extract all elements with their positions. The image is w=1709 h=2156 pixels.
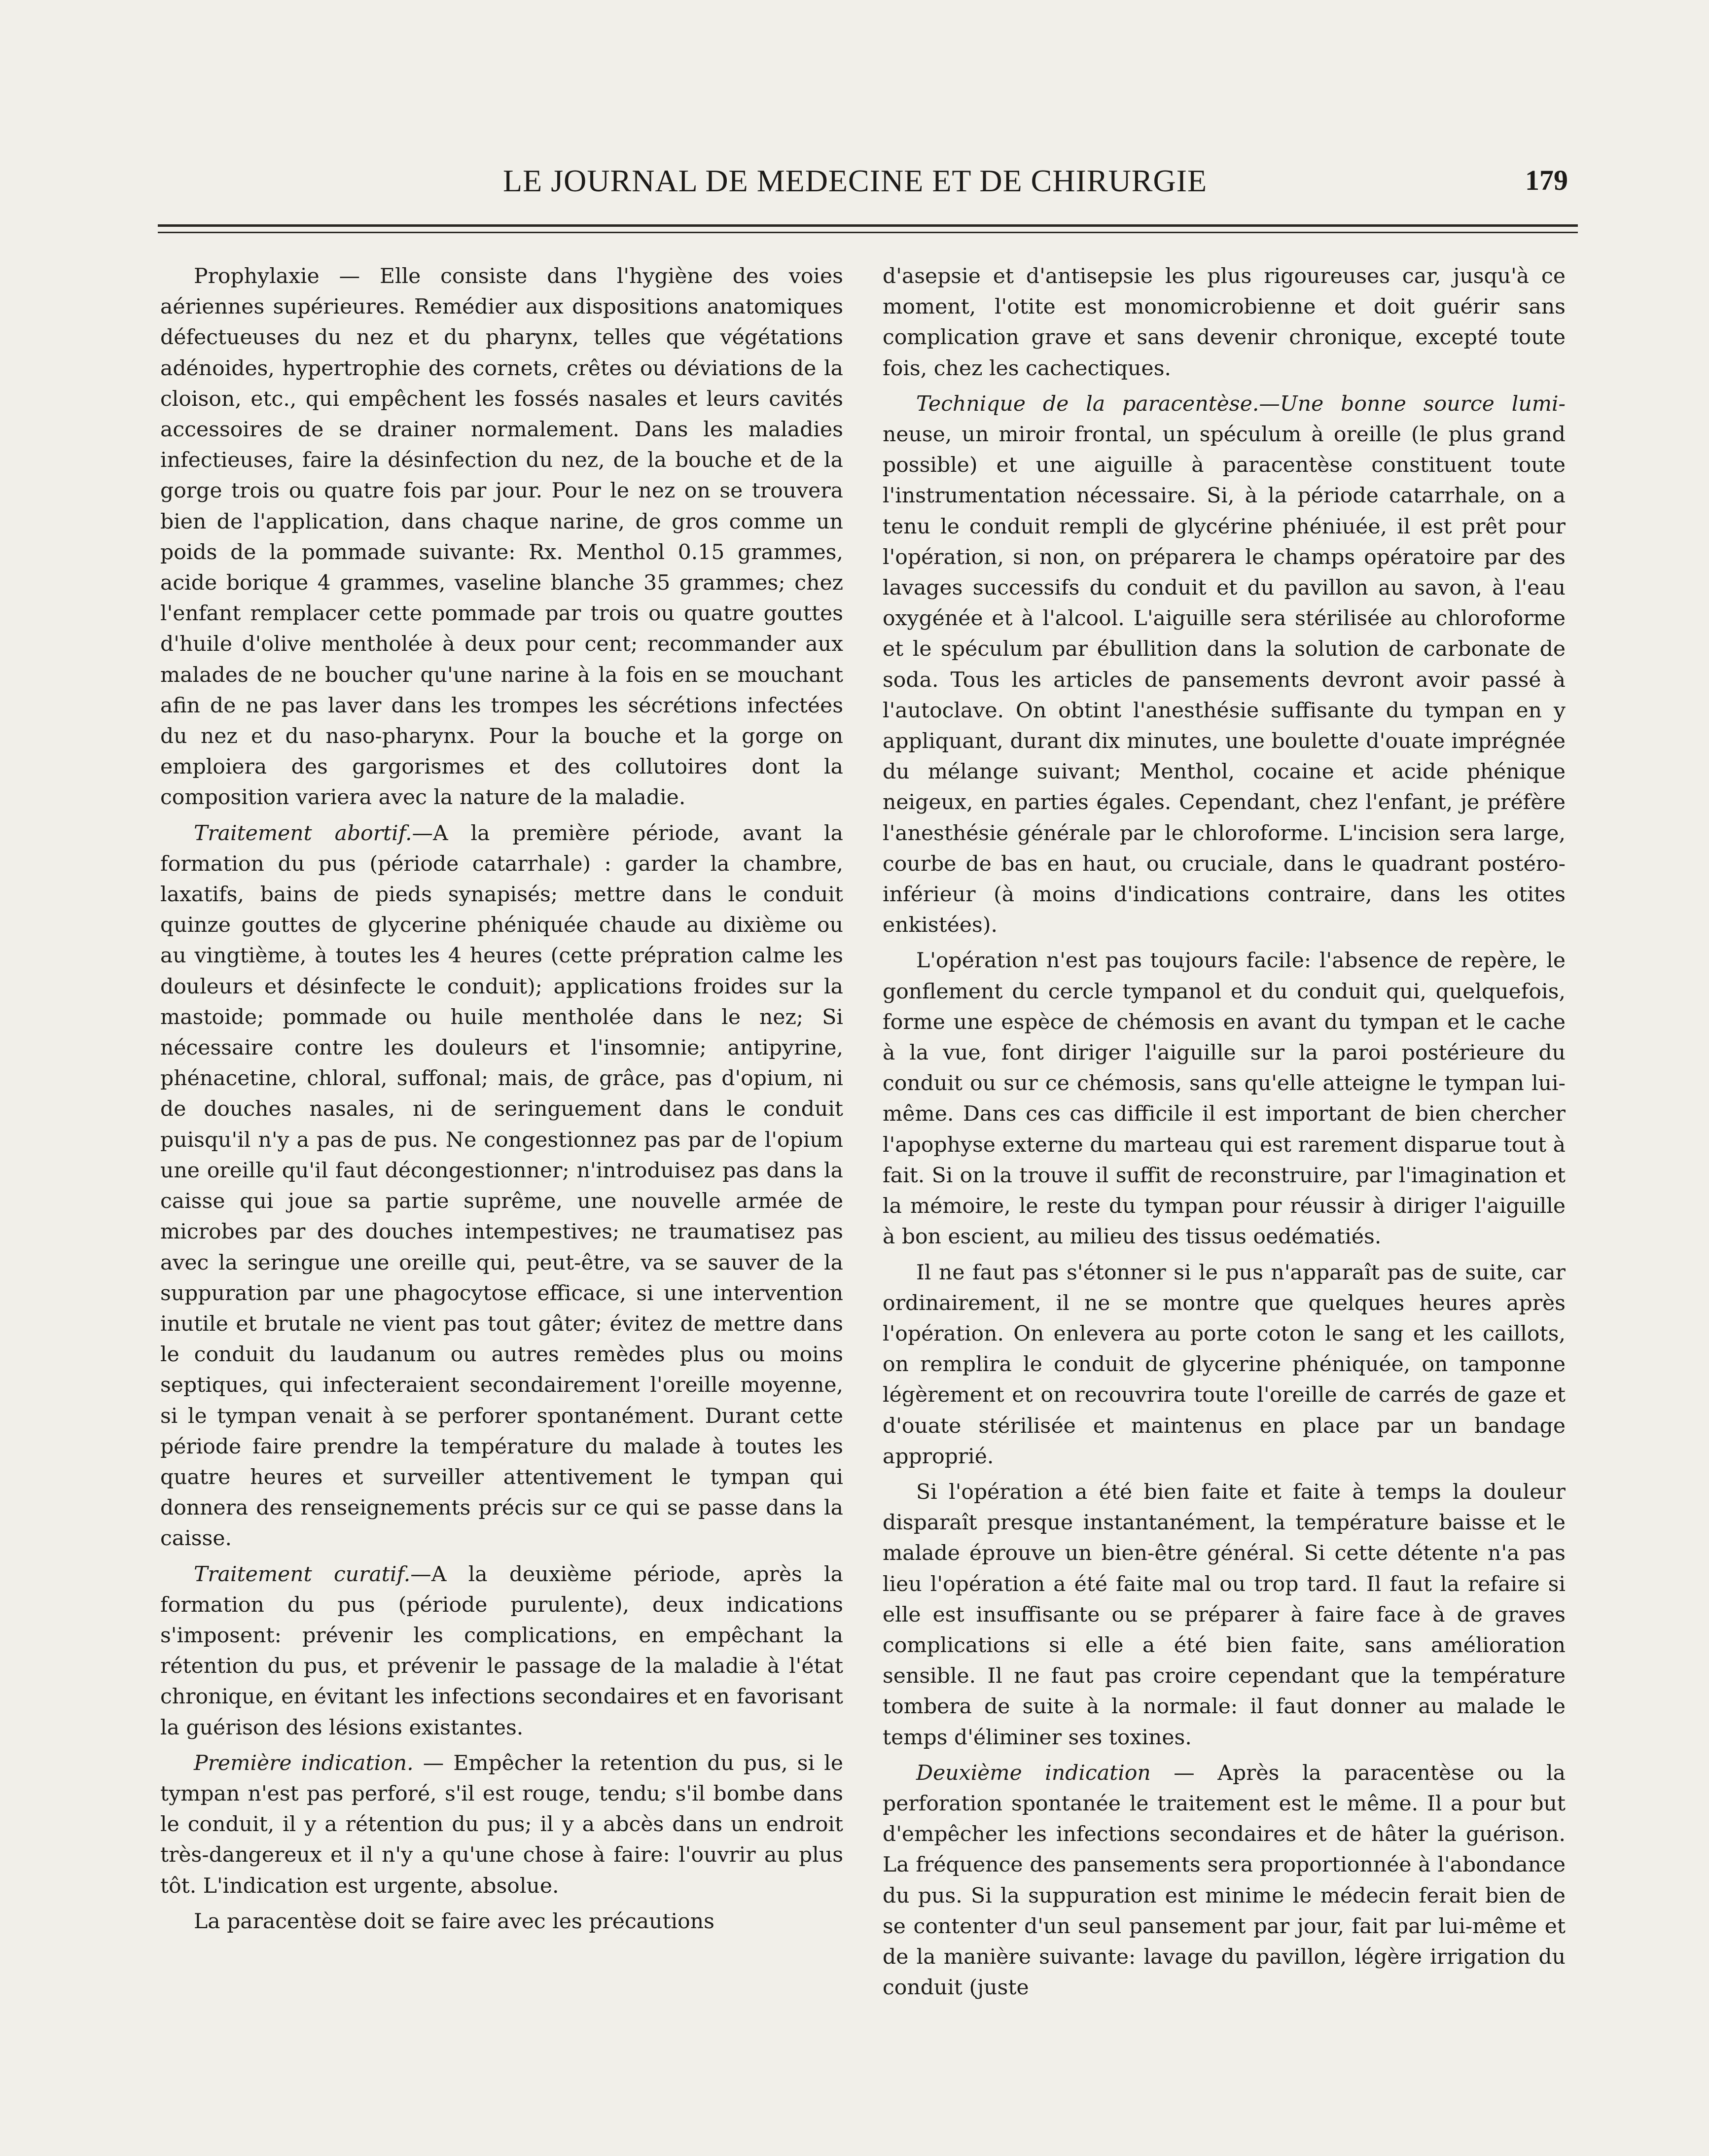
paragraph-traitement-abortif: Traitement abortif.—A la première période, avant la formation du pus (période catarrhale) : garder la chambre, laxatifs, bains de pieds synapisés; mettre dans le conduit quinze gouttes de glycerine phéniquée chaude au dixième ou au vingtième, à toutes les 4 heures (cette prépration calme les douleurs et désinfecte le conduit); applications froides sur la mastoide; pommade ou huile mentholée dans le nez; Si nécessaire contre les douleurs et l'insomnie; antipyrine, phénacetine, chloral, suffonal; mais, de grâce, pas d'opium, ni de douches nasales, ni de seringuement dans le conduit puisqu'il n'y a pas de pus. Ne congestionnez pas par de l'opium une oreille qu'il faut décongestionner; n'introduisez pas dans la caisse qui joue sa partie suprême, une nouvelle armée de microbes par des douches intempestives; ne traumatisez pas avec la seringue une oreille qui, peut-être, va se sauver de la suppuration par une phagocytose efficace, si une intervention inutile et brutale ne vient pas tout gâter; évitez de mettre dans le conduit du laudanum ou autres remèdes plus ou moins septiques, qui infecteraient secondairement l'oreille moyenne, si le tympan venait à se perforer spontanément. Durant cette période faire prendre la température du malade à toutes les quatre heures et surveiller attentivement le tympan qui donnera des renseignements précis sur ce qui se passe dans la caisse.: [160, 821, 843, 1551]
header-rule-thin: [158, 232, 1578, 233]
paragraph-operation: L'opération n'est pas toujours facile: l'absence de repère, le gonflement du cercle tympanol et du conduit qui, quelquefois, forme une espèce de chémosis en avant du tympan et le cache à la vue, font diriger l'aiguille sur la paroi postérieure du conduit ou sur ce chémosis, sans qu'elle atteigne le tympan lui-même. Dans ces cas difficile il est important de bien chercher l'apophyse externe du marteau qui est rarement disparue tout à fait. Si on la trouve il suffit de reconstruire, par l'imagination et la mémoire, le reste du tympan pour réussir à diriger l'aiguille à bon escient, au milieu des tissus oedématiés.: [883, 949, 1566, 1249]
section-heading: Traitement abortif.: [194, 821, 412, 846]
section-heading: Deuxième indication: [916, 1761, 1151, 1785]
paragraph-traitement-curatif: Traitement curatif.—A la deuxième période, après la formation du pus (période purulente), deux indications s'imposent: prévenir les complications, en empêchant la rétention du pus, et prévenir le passage de la maladie à l'état chronique, en évitant les infections secondaires et en favorisant la guérison des lésions existantes.: [160, 1562, 843, 1740]
running-title: LE JOURNAL DE MEDECINE ET DE CHIRURGIE: [503, 163, 1208, 198]
right-column: [883, 261, 1566, 2115]
paragraph-asepsie: d'asepsie et d'antisepsie les plus rigoureuses car, jusqu'à ce moment, l'otite est monomicrobienne et doit guérir sans complication grave et sans devenir chronique, excepté toute fois, chez les cachectiques.: [883, 264, 1566, 381]
section-heading: Traitement curatif.: [194, 1562, 411, 1587]
paragraph-pus: Il ne faut pas s'étonner si le pus n'apparaît pas de suite, car ordinairement, il ne se montre que quelques heures après l'opération. On enlevera au porte coton le sang et les caillots, on remplira le conduit de glycerine phéniquée, on tamponne légèrement et on recouvrira toute l'oreille de carrés de gaze et d'ouate stérilisée et maintenus en place par un bandage approprié.: [883, 1260, 1566, 1469]
page-header: [148, 157, 1568, 206]
paragraph-paracentese: La paracentèse doit se faire avec les précautions: [194, 1909, 714, 1934]
paragraph-technique: Technique de la paracentèse.—Une bonne source lumi- neuse, un miroir frontal, un spéculum à oreille (le plus grand possible) et une aiguille à paracentèse constituent toute l'instrumentation nécessaire. Si, à la période catarrhale, on a tenu le conduit rempli de glycérine phéniuée, il est prêt pour l'opération, si non, on préparera le champs opératoire par des lavages successifs du conduit et du pavillon au savon, à l'eau oxygénée et à l'alcool. L'aiguille sera stérilisée au chloroforme et le spéculum par ébullition dans la solution de carbonate de soda. Tous les articles de pansements devront avoir passé à l'autoclave. On obtint l'anesthésie suffisante du tympan en y appliquant, durant dix minutes, une boulette d'ouate imprégnée du mélange suivant; Menthol, cocaine et acide phénique neigeux, en parties égales. Cependant, chez l'enfant, je préfère l'anesthésie générale par le chloroforme. L'incision sera large, courbe de bas en haut, ou cruciale, dans le quadrant postéro-inférieur (à moins d'indications contraire, dans les otites enkistées).: [883, 391, 1566, 938]
section-heading: Technique de la paracentèse.—Une bonne source lumi-: [916, 391, 1566, 416]
section-heading: Première indication.: [194, 1751, 414, 1775]
header-rule: [158, 224, 1578, 227]
paragraph-deuxieme-indication: Deuxième indication — Après la paracentèse ou la perforation spontanée le traitement est le même. Il a pour but d'empêcher les infections secondaires et de hâter la guérison. La fréquence des pansements sera proportionnée à l'abondance du pus. Si la suppuration est minime le médecin ferait bien de se contenter d'un seul pansement par jour, fait par lui-même et de la manière suivante: lavage du pavillon, légère irrigation du conduit (juste: [883, 1761, 1566, 2000]
page-number: 179: [1525, 164, 1568, 196]
paragraph-resultat: Si l'opération a été bien faite et faite à temps la douleur disparaît presque instantanément, la température baisse et le malade éprouve un bien-être général. Si cette détente n'a pas lieu l'opération a été faite mal ou trop tard. Il faut la refaire si elle est insuffisante ou se préparer à faire face à de graves complications si elle a été bien faite, sans amélioration sensible. Il ne faut pas croire cependant que la température tombera de suite à la normale: il faut donner au malade le temps d'éliminer ses toxines.: [883, 1480, 1566, 1750]
left-column: [160, 261, 843, 2115]
paragraph-premiere-indication: Première indication. — Empêcher la retention du pus, si le tympan n'est pas perforé, s'il est rouge, tendu; s'il bombe dans le conduit, il y a rétention du pus; il y a abcès dans un endroit très-dangereux et il n'y a qu'une chose à faire: l'ouvrir au plus tôt. L'indication est urgente, absolue.: [160, 1751, 843, 1898]
paragraph-prophylaxie: Prophylaxie — Elle consiste dans l'hygiène des voies aériennes supérieures. Remédier aux dispositions anatomiques défectueuses du nez et du pharynx, telles que végétations adénoides, hypertrophie des cornets, crêtes ou déviations de la cloison, etc., qui empêchent les fossés nasales et leurs cavités accessoires de se drainer normalement. Dans les maladies infectieuses, faire la désinfection du nez, de la bouche et de la gorge trois ou quatre fois par jour. Pour le nez on se trouvera bien de l'application, dans chaque narine, de gros comme un poids de la pommade suivante: Rx. Menthol 0.15 grammes, acide borique 4 grammes, vaseline blanche 35 grammes; chez l'enfant remplacer cette pommade par trois ou quatre gouttes d'huile d'olive mentholée à deux pour cent; recommander aux malades de ne boucher qu'une narine à la fois en se mouchant afin de ne pas laver dans les trompes les sécrétions infectées du nez et du naso-pharynx. Pour la bouche et la gorge on emploiera des gargorismes et des collutoires dont la composition variera avec la nature de la maladie.: [160, 264, 843, 810]
